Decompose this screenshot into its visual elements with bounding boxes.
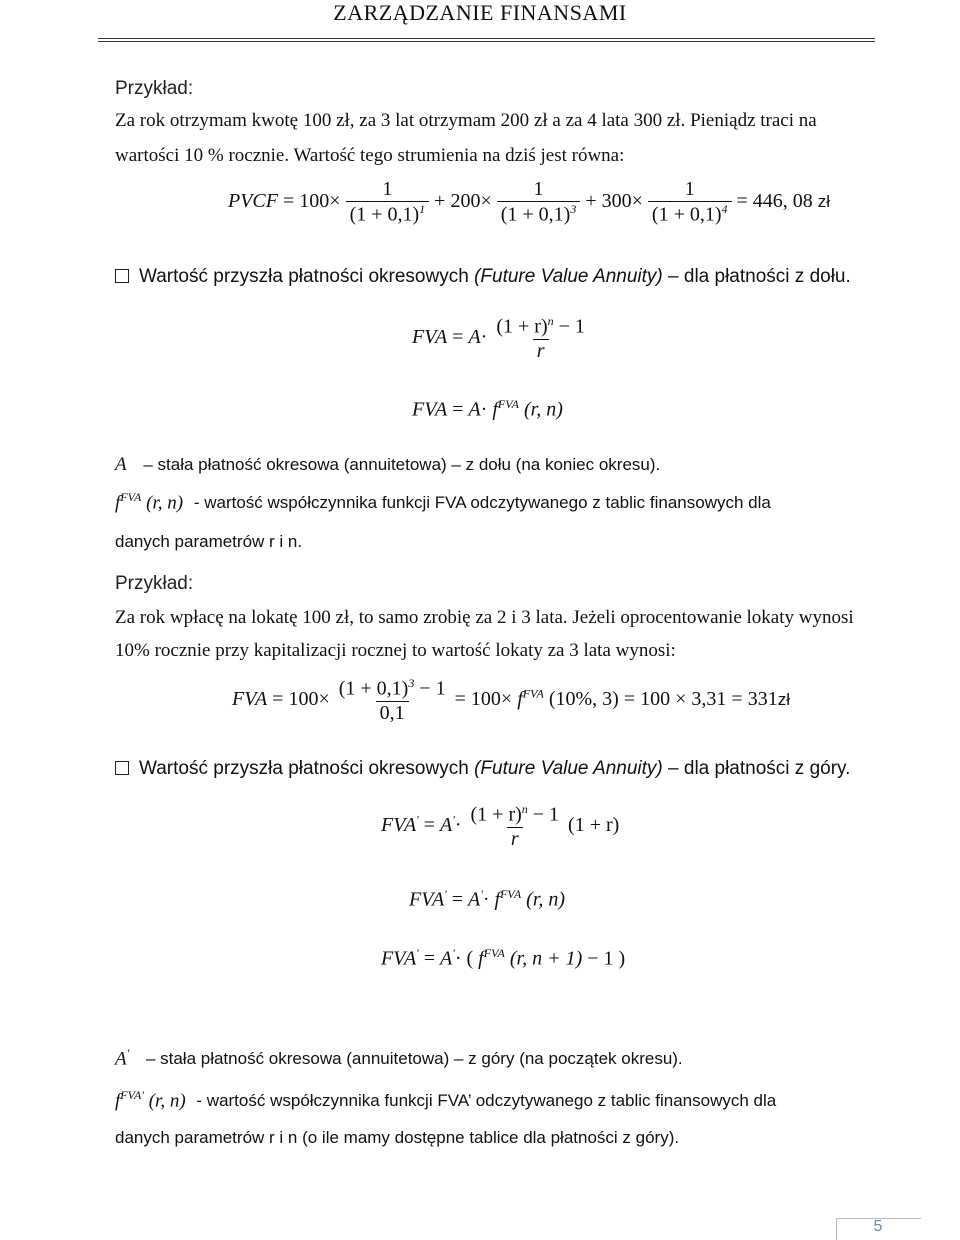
fva-example-formula: FVA = 100× $\frac{(1 + 0,1)^3 - 1}{0,1}$ = $100\times f^{FVA}$ (10%, 3) = 100 × 3,31 = 331zł [232,676,790,724]
term-coefficient: 300 [601,189,632,212]
header-rule [98,41,875,42]
bullet-item: Wartość przyszła płatności okresowych (Future Value Annuity) – dla płatności z dołu. [115,266,851,288]
example-text-line: Za rok wpłacę na lokatę 100 zł, to samo zrobię za 2 i 3 lata. Jeżeli oprocentowanie lokaty wynosi [115,607,854,628]
term-fraction: $\frac{1}{(1 + 0,1)^4}$ [648,178,732,227]
currency-unit: zł [817,191,831,211]
currency-unit: zł [777,689,790,709]
term-fraction: $\frac{1}{(1 + 0,1)^3}$ [497,178,581,227]
formula-result: 446, 08 [752,189,813,212]
page-number: 5 [873,1218,883,1235]
pvcf-formula: PVCF = 100× $\frac{1}{(1 + 0,1)^1}$ + 200× $\frac{1}{(1 + 0,1)^3}$ + 300× $\frac{1}{(1 + 0,1)^4}$ = 446, 08 zł [228,178,831,226]
fva-prime-formula: FVA' = A'· $\frac{(1 + r)^n - 1}{r}$ (1 + r) [381,802,620,850]
fva-prime-shift-formula: FVA' = A'· ( $f^{FVA}$ (r, n + 1) − 1 ) [381,946,626,970]
definition-line: danych parametrów r i n (o ile mamy dostępne tablice dla płatności z góry). [115,1128,680,1147]
term-coefficient: 200 [450,189,481,212]
bullet-item: Wartość przyszła płatności okresowych (Future Value Annuity) – dla płatności z góry. [115,758,850,780]
definition-line: $f^{FVA}$ (r, n) - wartość współczynnika funkcji FVA odczytywanego z tablic finansowych dla [115,490,771,514]
definition-line: A' – stała płatność okresowa (annuitetowa) – z góry (na początek okresu). [115,1046,683,1070]
example-label: Przykład: [115,78,194,99]
term-fraction: $\frac{1}{(1 + 0,1)^1}$ [346,178,430,227]
example-text-line: 10% rocznie przy kapitalizacji rocznej to wartość lokaty za 3 lata wynosi: [115,640,676,661]
header-rule [98,38,875,39]
example-text-line: wartości 10 % rocznie. Wartość tego strumienia na dziś jest równa: [115,145,625,166]
definition-line: danych parametrów r i n. [115,532,303,551]
fva-formula: FVA = A· $\frac{(1 + r)^n - 1}{r}$ [412,314,589,363]
fva-factor-formula: FVA = $A\cdot f^{FVA}$ (r, n) [412,397,563,421]
formula-result: 331 [747,687,778,710]
example-text-line: Za rok otrzymam kwotę 100 zł, za 3 lat otrzymam 200 zł a za 4 lata 300 zł. Pieniądz traci na [115,110,817,131]
fva-prime-factor-formula: $FVA' = A'\cdot f^{FVA}$ (r, n) [409,887,566,911]
document-header: ZARZĄDZANIE FINANSAMI [333,0,627,25]
definition-line: $f^{FVA'}$ (r, n) - wartość współczynnika funkcji FVA’ odczytywanego z tablic finansowych dla [115,1088,777,1112]
definition-line: A – stała płatność okresowa (annuitetowa) – z dołu (na koniec okresu). [115,454,661,475]
checkbox-bullet-icon [115,761,129,775]
example-label: Przykład: [115,573,194,594]
fva-fraction: $\frac{(1 + r)^n - 1}{r}$ [496,314,585,362]
fva-example-fraction: $\frac{(1 + 0,1)^3 - 1}{0,1}$ [338,676,446,724]
fva-prime-fraction: $\frac{(1 + r)^n - 1}{r}$ [470,802,560,850]
checkbox-bullet-icon [115,269,129,283]
formula-lhs: PVCF [228,189,278,212]
term-coefficient: 100 [299,189,330,212]
